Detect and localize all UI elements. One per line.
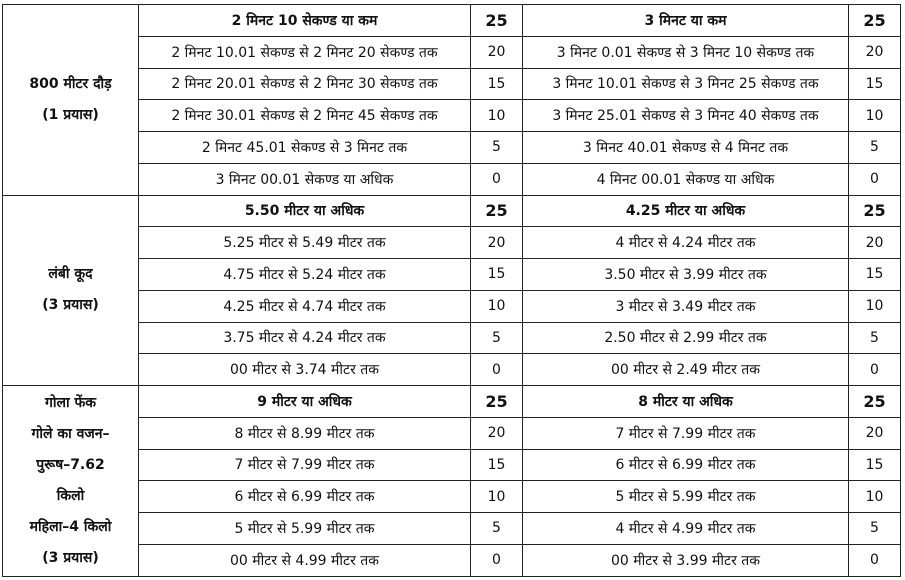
event-name-line: किलो — [56, 487, 85, 504]
male-criterion-cell: 5.25 मीटर से 5.49 मीटर तक — [139, 227, 471, 259]
male-points-cell: 25 — [471, 5, 523, 37]
male-points-cell: 10 — [471, 100, 523, 132]
male-criterion-cell: 2 मिनट 10 सेकण्ड या कम — [139, 5, 471, 37]
female-criterion-cell: 5 मीटर से 5.99 मीटर तक — [523, 481, 849, 513]
event-name-cell — [3, 386, 139, 577]
male-criterion-cell: 7 मीटर से 7.99 मीटर तक — [139, 449, 471, 481]
female-points-cell: 25 — [849, 195, 901, 227]
event-name-line: (1 प्रयास) — [42, 106, 99, 123]
male-criterion-cell: 3.75 मीटर से 4.24 मीटर तक — [139, 322, 471, 354]
female-points-cell: 10 — [849, 100, 901, 132]
event-name-line: 800 मीटर दौड़ — [29, 75, 112, 92]
male-points-cell: 0 — [471, 354, 523, 386]
female-criterion-cell: 3 मिनट 0.01 सेकण्ड से 3 मिनट 10 सेकण्ड तक — [523, 36, 849, 68]
female-points-cell: 5 — [849, 132, 901, 164]
female-criterion-cell: 4 मीटर से 4.24 मीटर तक — [523, 227, 849, 259]
event-name-line: गोला फेंक — [44, 394, 97, 411]
female-points-cell: 25 — [849, 386, 901, 418]
female-points-cell: 5 — [849, 513, 901, 545]
male-points-cell: 0 — [471, 544, 523, 576]
event-name-line: महिला–4 किलो — [29, 518, 112, 535]
male-criterion-cell: 4.75 मीटर से 5.24 मीटर तक — [139, 259, 471, 291]
female-criterion-cell: 3 मिनट या कम — [523, 5, 849, 37]
male-points-cell: 25 — [471, 386, 523, 418]
event-name-line: लंबी कूद — [48, 266, 93, 283]
male-criterion-cell: 6 मीटर से 6.99 मीटर तक — [139, 481, 471, 513]
male-criterion-cell: 2 मिनट 10.01 सेकण्ड से 2 मिनट 20 सेकण्ड तक — [139, 36, 471, 68]
male-criterion-cell: 2 मिनट 45.01 सेकण्ड से 3 मिनट तक — [139, 132, 471, 164]
female-points-cell: 5 — [849, 322, 901, 354]
table-row — [3, 5, 901, 37]
male-criterion-cell: 3 मिनट 00.01 सेकण्ड या अधिक — [139, 163, 471, 195]
male-points-cell: 15 — [471, 259, 523, 291]
female-criterion-cell: 4 मिनट 00.01 सेकण्ड या अधिक — [523, 163, 849, 195]
male-criterion-cell: 2 मिनट 20.01 सेकण्ड से 2 मिनट 30 सेकण्ड तक — [139, 68, 471, 100]
female-points-cell: 20 — [849, 227, 901, 259]
female-criterion-cell: 00 मीटर से 2.49 मीटर तक — [523, 354, 849, 386]
table-row — [3, 195, 901, 227]
male-points-cell: 15 — [471, 68, 523, 100]
male-points-cell: 5 — [471, 132, 523, 164]
event-name-line: गोले का वजन– — [31, 425, 110, 442]
male-criterion-cell: 8 मीटर से 8.99 मीटर तक — [139, 417, 471, 449]
male-points-cell: 0 — [471, 163, 523, 195]
female-criterion-cell: 4 मीटर से 4.99 मीटर तक — [523, 513, 849, 545]
female-criterion-cell: 3 मिनट 25.01 सेकण्ड से 3 मिनट 40 सेकण्ड तक — [523, 100, 849, 132]
female-points-cell: 0 — [849, 544, 901, 576]
female-criterion-cell: 3.50 मीटर से 3.99 मीटर तक — [523, 259, 849, 291]
female-criterion-cell: 3 मिनट 10.01 सेकण्ड से 3 मिनट 25 सेकण्ड तक — [523, 68, 849, 100]
female-criterion-cell: 8 मीटर या अधिक — [523, 386, 849, 418]
male-points-cell: 5 — [471, 322, 523, 354]
male-points-cell: 20 — [471, 417, 523, 449]
male-criterion-cell: 00 मीटर से 3.74 मीटर तक — [139, 354, 471, 386]
male-points-cell: 20 — [471, 36, 523, 68]
female-criterion-cell: 6 मीटर से 6.99 मीटर तक — [523, 449, 849, 481]
female-points-cell: 20 — [849, 36, 901, 68]
female-points-cell: 10 — [849, 290, 901, 322]
female-points-cell: 15 — [849, 449, 901, 481]
female-points-cell: 0 — [849, 163, 901, 195]
scoring-table — [2, 4, 901, 577]
male-points-cell: 10 — [471, 290, 523, 322]
male-points-cell: 10 — [471, 481, 523, 513]
female-criterion-cell: 00 मीटर से 3.99 मीटर तक — [523, 544, 849, 576]
event-name-cell — [3, 5, 139, 196]
event-name-cell — [3, 195, 139, 386]
male-points-cell: 20 — [471, 227, 523, 259]
female-points-cell: 10 — [849, 481, 901, 513]
female-points-cell: 15 — [849, 68, 901, 100]
male-criterion-cell: 4.25 मीटर से 4.74 मीटर तक — [139, 290, 471, 322]
male-points-cell: 15 — [471, 449, 523, 481]
female-criterion-cell: 2.50 मीटर से 2.99 मीटर तक — [523, 322, 849, 354]
event-name-line: (3 प्रयास) — [42, 549, 99, 566]
female-points-cell: 20 — [849, 417, 901, 449]
female-criterion-cell: 4.25 मीटर या अधिक — [523, 195, 849, 227]
male-criterion-cell: 9 मीटर या अधिक — [139, 386, 471, 418]
event-name-line: पुरूष–7.62 — [36, 456, 105, 473]
female-criterion-cell: 3 मीटर से 3.49 मीटर तक — [523, 290, 849, 322]
female-points-cell: 0 — [849, 354, 901, 386]
male-criterion-cell: 00 मीटर से 4.99 मीटर तक — [139, 544, 471, 576]
female-criterion-cell: 3 मिनट 40.01 सेकण्ड से 4 मिनट तक — [523, 132, 849, 164]
scoring-table-body — [3, 5, 901, 577]
event-name-line: (3 प्रयास) — [42, 297, 99, 314]
female-points-cell: 15 — [849, 259, 901, 291]
male-points-cell: 5 — [471, 513, 523, 545]
female-points-cell: 25 — [849, 5, 901, 37]
table-row — [3, 386, 901, 418]
female-criterion-cell: 7 मीटर से 7.99 मीटर तक — [523, 417, 849, 449]
male-criterion-cell: 2 मिनट 30.01 सेकण्ड से 2 मिनट 45 सेकण्ड तक — [139, 100, 471, 132]
male-criterion-cell: 5.50 मीटर या अधिक — [139, 195, 471, 227]
male-points-cell: 25 — [471, 195, 523, 227]
male-criterion-cell: 5 मीटर से 5.99 मीटर तक — [139, 513, 471, 545]
